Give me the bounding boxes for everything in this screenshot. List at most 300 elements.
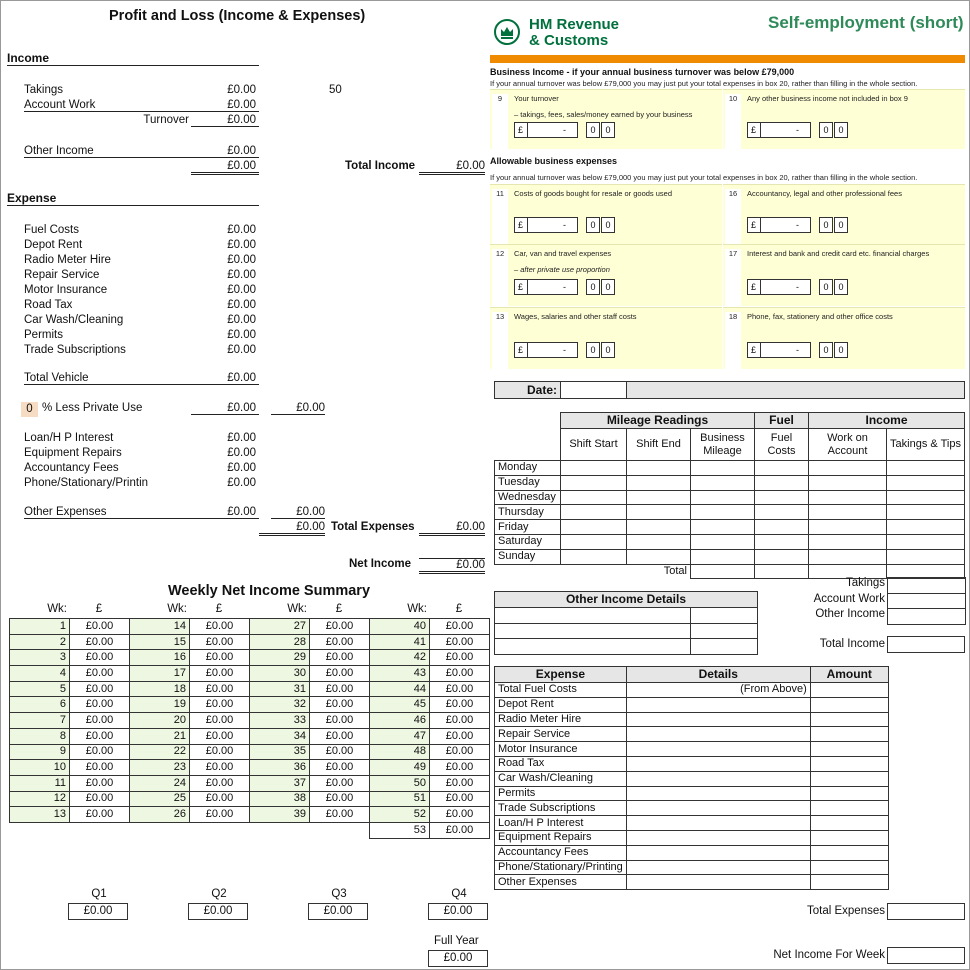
log-cell[interactable] [691,461,755,476]
week-number: 39 [250,807,310,823]
amount-pounds-field[interactable] [514,342,578,358]
weekly-column-table [369,618,490,839]
expense-line-label: Car Wash/Cleaning [24,314,124,326]
week-value: £0.00 [430,807,490,823]
takings-summary-cell[interactable] [888,578,966,594]
table-row [495,860,889,875]
expense-line-label: Radio Meter Hire [24,254,111,266]
expense-line-value[interactable]: £0.00 [227,447,256,459]
expense-details[interactable] [626,845,810,860]
log-cell[interactable] [691,534,755,549]
quarter-value: £0.00 [68,903,128,920]
log-cell[interactable] [887,520,965,535]
week-value: £0.00 [190,666,250,682]
table-row [250,760,370,776]
log-cell[interactable] [627,490,691,505]
expense-label: Loan/H P Interest [495,816,627,831]
expense-details[interactable] [626,771,810,786]
field-separator [760,280,761,294]
expense-line-value[interactable]: £0.00 [227,299,256,311]
log-cell[interactable] [755,475,809,490]
log-cell[interactable] [627,520,691,535]
week-number: 50 [370,775,430,791]
log-cell[interactable] [561,461,627,476]
table-row [370,666,490,682]
other-income-amount-cell[interactable] [691,623,758,639]
fuel-costs-header: Fuel Costs [755,429,809,461]
pence-field[interactable]: 0 [601,342,615,358]
table-row [495,490,965,505]
week-number: 33 [250,713,310,729]
week-value: £0.00 [190,634,250,650]
pound-sign: £ [751,220,757,230]
week-number: 22 [130,744,190,760]
day-label: Sunday [495,549,561,564]
expense-line-value[interactable]: £0.00 [227,462,256,474]
weekly-pound-header: £ [95,603,103,615]
log-cell[interactable] [561,534,627,549]
expense-label: Other Expenses [495,875,627,890]
log-cell[interactable] [627,534,691,549]
table-row [370,807,490,823]
log-cell[interactable] [627,505,691,520]
week-value: £0.00 [70,619,130,635]
expense-line-label: Phone/Stationary/Printin [24,477,149,489]
account-work-value[interactable]: £0.00 [227,99,256,111]
date-row [494,381,965,399]
week-number: 10 [10,760,70,776]
expense-amount[interactable] [810,697,888,712]
log-cell[interactable] [627,461,691,476]
log-cell[interactable] [691,490,755,505]
log-cell[interactable] [627,549,691,564]
pence-field[interactable]: 0 [834,279,848,295]
allowable-expenses-note: If your annual turnover was below £79,000 you may just put your total expenses in box 20, rather than filling in the whole section. [490,173,918,182]
week-value: £0.00 [430,760,490,776]
week-number: 23 [130,760,190,776]
week-value: £0.00 [430,650,490,666]
expense-details[interactable] [626,712,810,727]
week-number: 49 [370,760,430,776]
week-number: 28 [250,634,310,650]
expense-line-value[interactable]: £0.00 [227,254,256,266]
box-sublabel: – after private use proportion [514,265,610,274]
pound-sign: £ [751,125,757,135]
orange-rule [490,55,965,63]
expense-amount[interactable] [810,742,888,757]
box-number: 13 [492,312,508,370]
pence-field[interactable]: 0 [819,217,833,233]
log-cell[interactable] [755,490,809,505]
week-value: £0.00 [190,650,250,666]
day-label: Thursday [495,505,561,520]
thousands-dash: - [796,345,799,355]
week-value: £0.00 [430,619,490,635]
expense-line-value[interactable]: £0.00 [227,477,256,489]
turnover-value[interactable]: £0.00 [191,114,259,127]
private-use-label: % Less Private Use [42,402,143,414]
amount-pounds-field[interactable] [747,217,811,233]
week-value: £0.00 [310,744,370,760]
private-use-value-2: £0.00 [271,402,325,415]
thousands-dash: - [563,125,566,135]
blank-corner [495,429,561,461]
log-cell[interactable] [887,534,965,549]
expense-line-label: Depot Rent [24,239,83,251]
pound-sign: £ [518,220,524,230]
week-value: £0.00 [190,775,250,791]
table-row [495,727,889,742]
amount-pounds-field[interactable] [514,217,578,233]
expense-details[interactable] [626,830,810,845]
week-number: 38 [250,791,310,807]
thousands-dash: - [563,282,566,292]
week-number: 21 [130,728,190,744]
expense-line-label: Road Tax [24,299,73,311]
pence-field[interactable]: 0 [586,342,600,358]
expense-details[interactable] [626,801,810,816]
field-separator [527,280,528,294]
hmrc-box [490,184,722,244]
expense-line-value[interactable]: £0.00 [227,284,256,296]
expense-line-value[interactable]: £0.00 [227,329,256,341]
week-value: £0.00 [430,713,490,729]
expense-details[interactable] [626,697,810,712]
week-number: 25 [130,791,190,807]
expense-details[interactable] [626,816,810,831]
hmrc-name-line1: HM Revenue [529,16,620,33]
expense-amount[interactable] [810,816,888,831]
table-row [250,744,370,760]
week-number: 5 [10,681,70,697]
log-cell[interactable] [809,534,887,549]
pence-field[interactable]: 0 [586,122,600,138]
week-number: 35 [250,744,310,760]
table-row [370,681,490,697]
pound-sign: £ [751,282,757,292]
expense-label: Total Fuel Costs [495,683,627,698]
expense-amount[interactable] [810,845,888,860]
week-value: £0.00 [430,791,490,807]
expense-amount[interactable] [810,683,888,698]
expense-amount[interactable] [810,786,888,801]
other-income-summary-cell[interactable] [888,609,966,625]
date-input[interactable] [561,382,627,399]
expense-amount[interactable] [810,727,888,742]
hmrc-box [723,89,965,149]
log-cell[interactable] [887,549,965,564]
week-value: £0.00 [190,744,250,760]
table-row [495,875,889,890]
table-row [370,760,490,776]
hmrc-box [723,244,965,306]
pence-field[interactable]: 0 [586,279,600,295]
week-value: £0.00 [430,775,490,791]
total-vehicle-value: £0.00 [227,372,256,384]
expense-line-value[interactable]: £0.00 [227,224,256,236]
week-value: £0.00 [310,697,370,713]
other-income-value[interactable]: £0.00 [227,145,256,157]
quarter-label: Q4 [451,888,467,900]
pound-sign: £ [751,345,757,355]
expense-line-value[interactable]: £0.00 [227,314,256,326]
table-row [495,771,889,786]
pence-field[interactable]: 0 [601,122,615,138]
table-row [10,666,130,682]
quarter-label: Q1 [91,888,107,900]
table-row [130,650,250,666]
other-expenses-value[interactable]: £0.00 [227,506,256,518]
week-number: 46 [370,713,430,729]
log-cell[interactable] [809,520,887,535]
expense-label: Car Wash/Cleaning [495,771,627,786]
expense-details[interactable] [626,860,810,875]
week-value: £0.00 [310,791,370,807]
week-number: 13 [10,807,70,823]
field-separator [527,123,528,137]
private-use-percent[interactable]: 0 [21,402,38,417]
other-income-detail-cell[interactable] [495,608,691,624]
week-number: 42 [370,650,430,666]
log-cell[interactable] [691,520,755,535]
table-row [10,760,130,776]
pence-field[interactable]: 0 [586,217,600,233]
income-heading: Income [7,51,259,66]
table-row [495,534,965,549]
other-income-amount-cell[interactable] [691,639,758,655]
log-cell[interactable] [627,475,691,490]
log-cell[interactable] [561,490,627,505]
week-value: £0.00 [70,807,130,823]
box-label: Accountancy, legal and other professional fees [747,189,902,198]
day-label: Wednesday [495,490,561,505]
week-value: £0.00 [310,634,370,650]
account-work-label: Account Work [24,99,96,111]
expense-label: Trade Subscriptions [495,801,627,816]
log-cell[interactable] [561,505,627,520]
table-row [370,697,490,713]
week-number: 44 [370,681,430,697]
pence-field[interactable]: 0 [819,279,833,295]
quarter-value: £0.00 [188,903,248,920]
takings-value[interactable]: £0.00 [227,84,256,96]
pence-field[interactable]: 0 [819,342,833,358]
log-cell[interactable] [809,475,887,490]
table-row [495,742,889,757]
week-value: £0.00 [70,634,130,650]
income-summary-cells [887,577,966,625]
log-cell[interactable] [887,461,965,476]
expense-line-label: Fuel Costs [24,224,79,236]
expense-amount[interactable] [810,830,888,845]
expense-amount[interactable] [810,756,888,771]
log-cell[interactable] [809,490,887,505]
full-year-label: Full Year [434,935,479,947]
amount-pounds-field[interactable] [747,279,811,295]
expense-amount[interactable] [810,771,888,786]
week-value: £0.00 [310,807,370,823]
week-number: 6 [10,697,70,713]
week-value: £0.00 [310,681,370,697]
expense-line-value[interactable]: £0.00 [227,239,256,251]
quarter-value: £0.00 [428,903,488,920]
table-row [130,634,250,650]
pound-sign: £ [518,125,524,135]
weekly-wk-header: Wk: [47,603,67,615]
week-value: £0.00 [70,650,130,666]
week-value: £0.00 [310,650,370,666]
thousands-dash: - [563,345,566,355]
business-income-heading: Business Income - if your annual business turnover was below £79,000 [490,67,795,77]
expense-amount[interactable] [810,860,888,875]
week-value: £0.00 [70,775,130,791]
log-cell[interactable] [887,505,965,520]
table-row [130,728,250,744]
business-income-note: If your annual turnover was below £79,000 you may just put your total expenses in box 20, rather than filling in the whole section. [490,79,918,88]
total-income-label: Total Income [345,160,416,172]
log-cell[interactable] [691,549,755,564]
work-on-account-header: Work on Account [809,429,887,461]
box-number: 12 [492,249,508,307]
total-income-summary-label: Total Income [819,638,885,650]
table-row [370,650,490,666]
expense-line-label: Trade Subscriptions [24,344,126,356]
expense-line-value[interactable]: £0.00 [227,344,256,356]
expense-details[interactable] [626,727,810,742]
pence-field[interactable]: 0 [834,217,848,233]
table-row [250,713,370,729]
log-total-cell[interactable] [691,564,755,579]
box-number: 9 [492,94,508,150]
week-value: £0.00 [70,744,130,760]
week-number: 20 [130,713,190,729]
other-income-detail-cell[interactable] [495,639,691,655]
log-cell[interactable] [561,475,627,490]
field-separator [760,123,761,137]
weekly-title: Weekly Net Income Summary [168,583,371,599]
expense-details[interactable] [626,742,810,757]
box-number: 16 [725,189,741,245]
log-cell[interactable] [809,549,887,564]
expense-line-label: Repair Service [24,269,100,281]
amount-pounds-field[interactable] [514,122,578,138]
pence-field[interactable]: 0 [834,122,848,138]
pence-field[interactable]: 0 [601,279,615,295]
week-value: £0.00 [310,760,370,776]
turnover-label: Turnover [143,114,189,126]
other-expenses-value-2: £0.00 [271,506,325,519]
table-row [250,681,370,697]
expense-line-label: Loan/H P Interest [24,432,114,444]
private-use-value: £0.00 [191,402,259,415]
week-number: 9 [10,744,70,760]
week-number: 32 [250,697,310,713]
expense-line-value[interactable]: £0.00 [227,269,256,281]
week-number: 45 [370,697,430,713]
net-income-week-cell[interactable] [887,947,965,964]
mileage-readings-header: Mileage Readings [561,413,755,429]
weekly-pound-header: £ [215,603,223,615]
table-row [130,775,250,791]
table-row [495,756,889,771]
amount-pounds-field[interactable] [747,342,811,358]
total-expenses-log-label: Total Expenses [807,905,885,917]
week-number: 19 [130,697,190,713]
log-cell[interactable] [887,490,965,505]
total-expenses-log-cell[interactable] [887,903,965,920]
other-expenses-label: Other Expenses [24,506,107,518]
total-vehicle-label: Total Vehicle [24,372,89,384]
table-row [370,619,490,635]
log-cell[interactable] [809,461,887,476]
pence-field[interactable]: 0 [834,342,848,358]
amount-pounds-field[interactable] [514,279,578,295]
table-row [370,728,490,744]
weekly-column-table [129,618,250,823]
log-cell[interactable] [691,475,755,490]
log-cell[interactable] [755,534,809,549]
expense-amount[interactable] [810,712,888,727]
business-mileage-header: Business Mileage [691,429,755,461]
expense-amount[interactable] [810,875,888,890]
expense-line-value[interactable]: £0.00 [227,432,256,444]
total-income-summary-cell[interactable] [887,636,965,653]
expense-line-label: Motor Insurance [24,284,108,296]
table-row [495,505,965,520]
log-cell[interactable] [887,475,965,490]
expense-col-header: Expense [495,667,627,683]
expense-subtotal: £0.00 [259,521,325,536]
other-income-detail-cell[interactable] [495,623,691,639]
log-cell[interactable] [755,520,809,535]
week-value: £0.00 [70,728,130,744]
log-cell[interactable] [755,461,809,476]
table-row [495,786,889,801]
box-number: 18 [725,312,741,370]
log-cell[interactable] [809,505,887,520]
pence-field[interactable]: 0 [819,122,833,138]
income-header: Income [809,413,965,429]
day-label: Friday [495,520,561,535]
other-income-amount-cell[interactable] [691,608,758,624]
log-cell[interactable] [561,549,627,564]
day-label: Saturday [495,534,561,549]
account-work-summary-cell[interactable] [888,593,966,609]
expense-details[interactable]: (From Above) [626,683,810,698]
weekly-column-table [249,618,370,823]
expense-details[interactable] [626,875,810,890]
week-number: 8 [10,728,70,744]
expense-details[interactable] [626,756,810,771]
table-row [130,760,250,776]
week-number: 29 [250,650,310,666]
expense-details[interactable] [626,786,810,801]
weekly-pound-header: £ [455,603,463,615]
table-row [495,475,965,490]
table-row [250,697,370,713]
box-label: Interest and bank and credit card etc. financial charges [747,249,930,258]
expense-amount[interactable] [810,801,888,816]
log-cell[interactable] [561,520,627,535]
amount-pounds-field[interactable] [747,122,811,138]
log-cell[interactable] [755,505,809,520]
hmrc-box [723,307,965,369]
pence-field[interactable]: 0 [601,217,615,233]
table-row [495,712,889,727]
crown-crest-icon [493,17,521,47]
log-cell[interactable] [755,549,809,564]
log-cell[interactable] [691,505,755,520]
